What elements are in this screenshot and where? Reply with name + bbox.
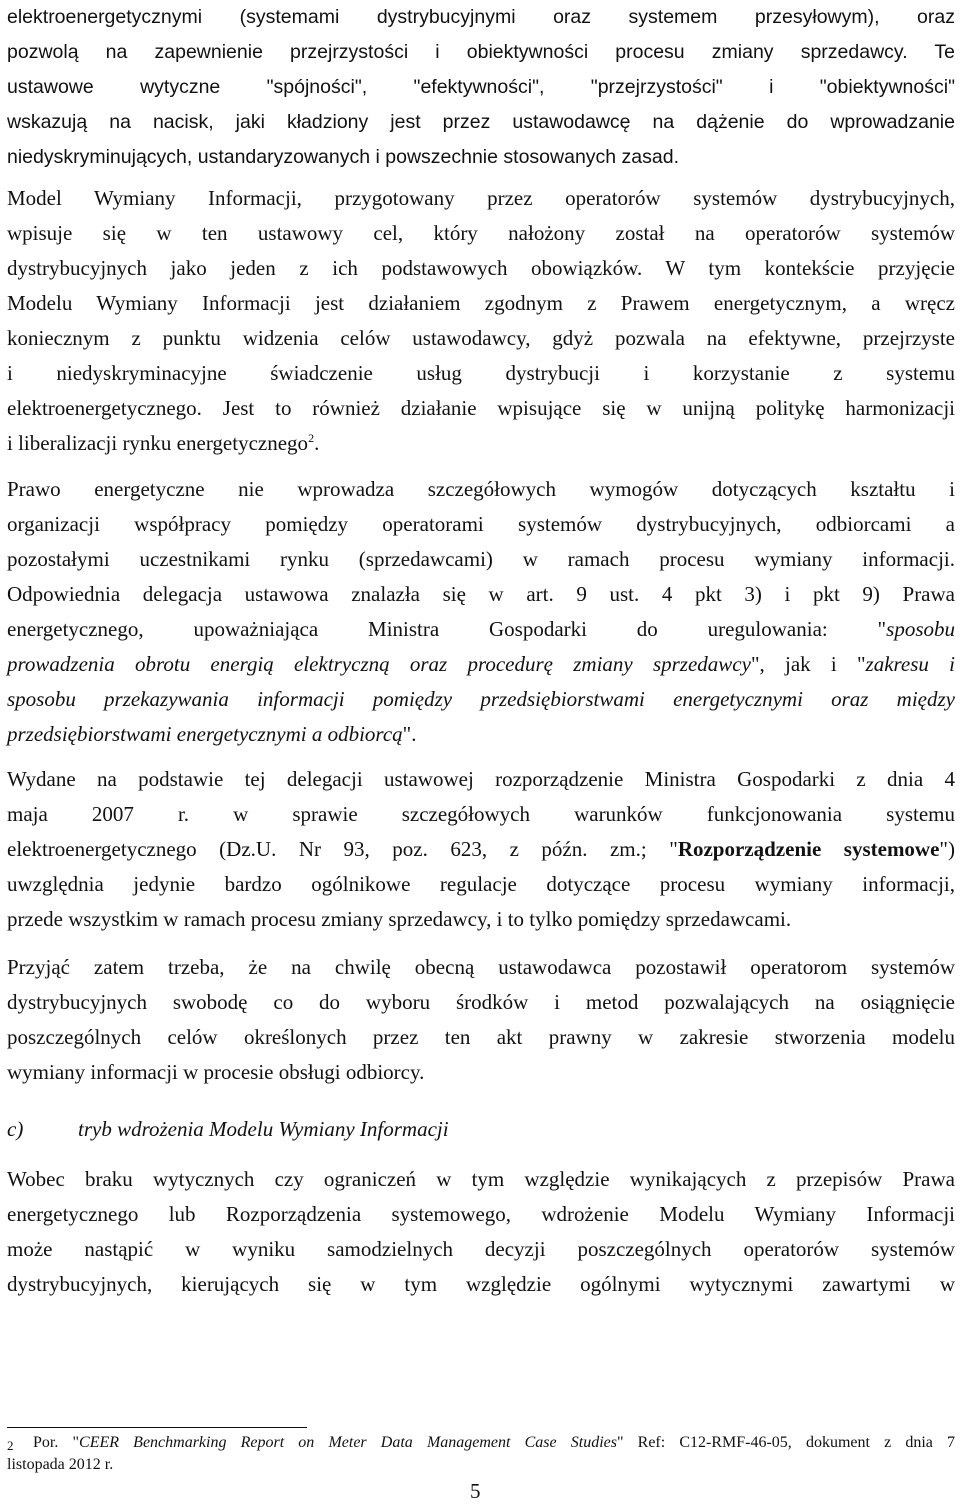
paragraph-line: elektroenergetycznego. Jest to również działanie wpisujące się w unijną politykę harmonizacji (7, 396, 955, 420)
footnote-number: 2 (7, 1438, 14, 1453)
footnote-text: Por. " (33, 1434, 80, 1451)
paragraph-line: uwzględnia jedynie bardzo ogólnikowe regulacje dotyczące procesu wymiany informacji, (7, 872, 955, 896)
footnote-text: " Ref: C12-RMF-46-05, dokument z dnia 7 (616, 1434, 956, 1451)
paragraph-line: wpisuje się w ten ustawowy cel, który nałożony został na operatorów systemów (7, 221, 955, 245)
paragraph-line: ustawowe wytyczne "spójności", "efektywności", "przejrzystości" i "obiektywności" (7, 76, 955, 98)
paragraph-line: poszczególnych celów określonych przez ten akt prawny w zakresie stworzenia modelu (7, 1025, 955, 1049)
paragraph-line: maja 2007 r. w sprawie szczegółowych warunków funkcjonowania systemu (7, 802, 955, 826)
section-marker: c) (7, 1117, 24, 1141)
paragraph-line: energetycznego lub Rozporządzenia systemowego, wdrożenie Modelu Wymiany Informacji (7, 1202, 955, 1226)
paragraph-line: dystrybucyjnych jako jeden z ich podstawowych obowiązków. W tym kontekście przyjęcie (7, 256, 955, 280)
paragraph-line: koniecznym z punktu widzenia celów ustawodawcy, gdyż pozwala na efektywne, przejrzyste (7, 326, 955, 350)
bold-term: Rozporządzenie systemowe (677, 837, 940, 861)
paragraph-text: i liberalizacji rynku energetycznego (7, 431, 309, 455)
paragraph-line: przede wszystkim w ramach procesu zmiany sprzedawcy, i to tylko pomiędzy sprzedawcami. (7, 907, 792, 931)
paragraph-text: energetycznego, upoważniająca Ministra Gospodarki do uregulowania: " (7, 617, 887, 641)
paragraph-3 (7, 472, 955, 752)
paragraph-line: pozwolą na zapewnienie przejrzystości i obiektywności procesu zmiany sprzedawcy. Te (7, 41, 955, 63)
paragraph-2 (7, 181, 955, 461)
paragraph-line: i niedyskryminacyjne świadczenie usług dystrybucji i korzystanie z systemu (7, 361, 955, 385)
paragraph-5 (7, 950, 955, 1090)
italic-quote: prowadzenia obrotu energią elektryczną oraz procedurę zmiany sprzedawcy (7, 652, 751, 676)
footnote-reference[interactable]: 2 (308, 431, 315, 445)
italic-quote: sposobu przekazywania informacji pomiędzy przedsiębiorstwami energetycznymi oraz między (7, 687, 955, 711)
paragraph-line: dystrybucyjnych swobodę co do wyboru środków i metod pozwalających na osiągnięcie (7, 990, 955, 1014)
footnote-divider (7, 1427, 307, 1428)
paragraph-4 (7, 762, 955, 937)
paragraph-line: elektroenergetycznymi (systemami dystrybucyjnymi oraz systemem przesyłowym), oraz (7, 6, 955, 28)
paragraph-1 (7, 0, 955, 175)
paragraph-line (7, 717, 955, 752)
paragraph-line: Modelu Wymiany Informacji jest działaniem zgodnym z Prawem energetycznym, a wręcz (7, 291, 955, 315)
footnote-line (7, 1432, 955, 1454)
paragraph-line: Przyjąć zatem trzeba, że na chwilę obecną ustawodawca pozostawił operatorom systemów (7, 955, 955, 979)
paragraph-line (7, 647, 955, 682)
italic-quote: zakresu i (865, 652, 955, 676)
paragraph-line: Wobec braku wytycznych czy ograniczeń w tym względzie wynikających z przepisów Prawa (7, 1167, 955, 1191)
paragraph-line: Prawo energetyczne nie wprowadza szczegółowych wymogów dotyczących kształtu i (7, 477, 955, 501)
paragraph-line: może nastąpić w wyniku samodzielnych decyzji poszczególnych operatorów systemów (7, 1237, 955, 1261)
page-number: 5 (470, 1479, 481, 1503)
footnote (7, 1432, 955, 1476)
paragraph-text: elektroenergetycznego (Dz.U. Nr 93, poz. 623, z późn. zm.; " (7, 837, 678, 861)
paragraph-line: Odpowiednia delegacja ustawowa znalazła się w art. 9 ust. 4 pkt 3) i pkt 9) Prawa (7, 582, 955, 606)
paragraph-line: dystrybucyjnych, kierujących się w tym względzie ogólnymi wytycznymi zawartymi w (7, 1272, 955, 1296)
italic-quote: sposobu (886, 617, 955, 641)
paragraph-text: ". (402, 722, 417, 746)
paragraph-line: wymiany informacji w procesie obsługi odbiorcy. (7, 1060, 425, 1084)
italic-quote: przedsiębiorstwami energetycznymi a odbiorcą (7, 722, 403, 746)
paragraph-text: . (314, 431, 320, 455)
paragraph-6 (7, 1162, 955, 1302)
paragraph-line: organizacji współpracy pomiędzy operatorami systemów dystrybucyjnych, odbiorcami a (7, 512, 955, 536)
paragraph-line (7, 426, 955, 461)
paragraph-line: wskazują na nacisk, jaki kładziony jest przez ustawodawcę na dążenie do wprowadzanie (7, 111, 955, 133)
paragraph-line: Wydane na podstawie tej delegacji ustawowej rozporządzenie Ministra Gospodarki z dnia 4 (7, 767, 955, 791)
footnote-line: listopada 2012 r. (7, 1456, 114, 1473)
section-heading (7, 1112, 449, 1147)
paragraph-text: ", jak i " (750, 652, 866, 676)
footnote-title: CEER Benchmarking Report on Meter Data Management Case Studies (79, 1434, 617, 1451)
paragraph-line: pozostałymi uczestnikami rynku (sprzedawcami) w ramach procesu wymiany informacji. (7, 547, 955, 571)
paragraph-text: ") (939, 837, 955, 861)
paragraph-line (7, 612, 955, 647)
paragraph-line (7, 832, 955, 867)
paragraph-line: niedyskryminujących, ustandaryzowanych i powszechnie stosowanych zasad. (7, 146, 679, 168)
paragraph-line: Model Wymiany Informacji, przygotowany przez operatorów systemów dystrybucyjnych, (7, 186, 955, 210)
section-title: tryb wdrożenia Modelu Wymiany Informacji (78, 1117, 449, 1141)
paragraph-line (7, 682, 955, 717)
